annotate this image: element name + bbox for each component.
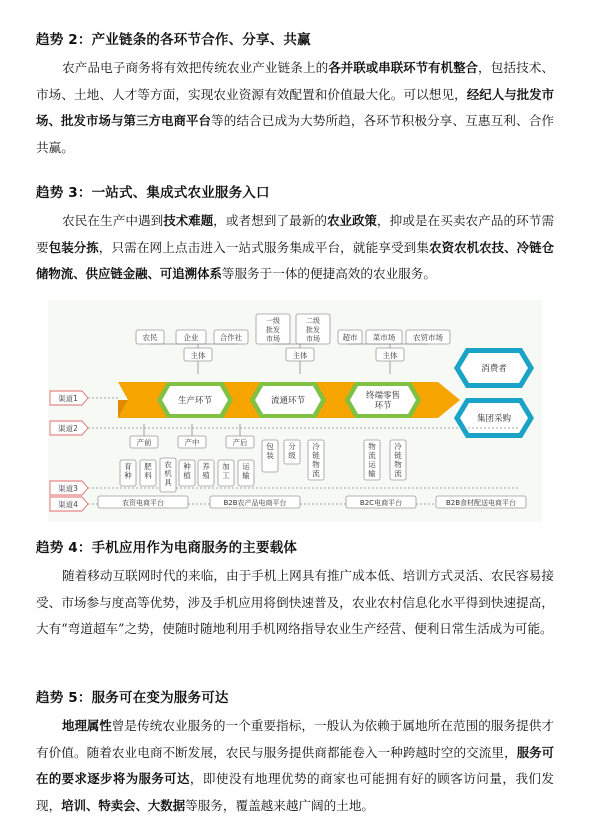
channel-label: 渠道1 xyxy=(58,394,78,403)
text-run: 等的结合已成为大势所趋，各环节积极分享、互惠互利、合作共赢。 xyxy=(36,113,555,155)
channel-label: 渠道4 xyxy=(58,500,78,509)
top-box-label: 企业 xyxy=(183,333,199,342)
service-label: 包装 xyxy=(266,442,274,460)
subject-label: 主体 xyxy=(190,351,206,360)
top-box-label: 二级批发市场 xyxy=(306,317,320,343)
bold-emphasis: 培训、特卖会、大数据 xyxy=(61,797,186,813)
service-label: 冷链物流 xyxy=(312,442,320,478)
text-run: 等服务，覆盖越来越广阔的土地。 xyxy=(185,797,374,813)
platform-label: B2C电商平台 xyxy=(359,499,403,507)
output-label: 集团采购 xyxy=(476,414,512,424)
service-label: 育种 xyxy=(124,462,132,480)
phase-label: 产中 xyxy=(184,438,200,447)
platform-label: B2B食材配送电商平台 xyxy=(445,499,517,507)
text-run: ，抑或是在买卖农产品的环节需要 xyxy=(36,213,555,255)
stage-label: 流通环节 xyxy=(270,396,306,406)
top-box-label: 菜市场 xyxy=(372,333,396,342)
text-run: ，包括技术、市场、土地、人才等方面，实现农业资源有效配置和价值最大化。可以想见， xyxy=(36,60,555,102)
top-box-label: 超市 xyxy=(342,333,358,342)
top-box-label: 一级批发市场 xyxy=(266,317,280,343)
text-run: ，只需在网上点击进入一站式服务集成平台，就能享受到集 xyxy=(98,239,430,255)
paragraph-trend-3 xyxy=(36,208,554,288)
phase-label: 产前 xyxy=(136,438,152,447)
channel-label: 渠道3 xyxy=(58,484,78,493)
service-label: 冷链物流 xyxy=(394,442,402,478)
top-box-label: 合作社 xyxy=(219,333,243,342)
output-label: 消费者 xyxy=(481,364,507,374)
top-box-label: 农民 xyxy=(142,333,158,342)
text-run: ，即使没有地理优势的商家也可能拥有好的顾客访问量，我们发现， xyxy=(36,771,555,813)
service-label: 分级 xyxy=(288,442,296,460)
top-box-label: 农贸市场 xyxy=(413,333,443,342)
text-run: 农产品电子商务将有效把传统农业产业链条上的 xyxy=(62,60,329,75)
bold-emphasis: 经纪人与批发市场、批发市场与第三方电商平台 xyxy=(36,86,555,128)
heading-trend-2: 趋势 2：产业链条的各环节合作、分享、共赢 xyxy=(36,32,311,48)
subject-label: 主体 xyxy=(292,351,308,360)
bold-emphasis: 服务可在的要求逐步将为服务可达 xyxy=(36,744,555,786)
text-run: 等服务于一体的便捷高效的农业服务。 xyxy=(221,266,436,281)
service-label: 加工 xyxy=(222,462,230,480)
value-chain-diagram xyxy=(48,300,542,522)
bold-emphasis: 各并联或串联环节有机整合 xyxy=(328,60,479,75)
paragraph-trend-2 xyxy=(36,55,554,161)
text-run: ，或者想到了最新的 xyxy=(213,213,328,228)
platform-label: 农资电商平台 xyxy=(122,499,164,507)
stage-label: 终端零售环节 xyxy=(365,391,401,411)
bold-emphasis: 地理属性 xyxy=(62,718,112,733)
bold-emphasis: 包装分拣 xyxy=(48,239,99,255)
paragraph-trend-5 xyxy=(36,713,554,819)
phase-label: 产后 xyxy=(232,438,248,447)
stage-label: 生产环节 xyxy=(177,396,213,406)
text-run: 农民在生产中遇到 xyxy=(62,213,164,228)
service-label: 养殖 xyxy=(202,462,210,480)
text-run: 随着移动互联网时代的来临，由于手机上网具有推广成本低、培训方式灵活、农民容易接受、市场参与度高等优势，涉及手机应用将倒快速普及，农业农村信息化水平得到快速提高，大有“弯道超车”之势，使随时随地利用手机网络指导农业生产经营、便利日常生活成为可能。 xyxy=(36,568,554,636)
heading-trend-3: 趋势 3：一站式、集成式农业服务入口 xyxy=(36,185,270,201)
heading-trend-5: 趋势 5：服务可在变为服务可达 xyxy=(36,690,229,706)
channel-label: 渠道2 xyxy=(58,424,78,433)
service-label: 农机具 xyxy=(164,460,172,487)
bold-emphasis: 农资农机农技、冷链仓储物流、供应链金融、可追溯体系 xyxy=(36,239,555,281)
service-label: 种植 xyxy=(183,462,191,480)
bold-emphasis: 技术难题 xyxy=(163,213,214,228)
heading-trend-4: 趋势 4：手机应用作为电商服务的主要载体 xyxy=(36,540,298,556)
paragraph-trend-4 xyxy=(36,563,554,643)
text-run: 曾是传统农业服务的一个重要指标，一般认为依赖于属地所在范围的服务提供才有价值。随着农业电商不断发展，农民与服务提供商都能卷入一种跨越时空的交流里， xyxy=(36,718,555,760)
service-label: 运输 xyxy=(242,462,250,480)
service-label: 肥料 xyxy=(144,462,152,480)
service-label: 物流运输 xyxy=(368,442,376,478)
bold-emphasis: 农业政策 xyxy=(327,213,377,228)
platform-label: B2B农产品电商平台 xyxy=(223,499,287,507)
subject-label: 主体 xyxy=(382,351,398,360)
